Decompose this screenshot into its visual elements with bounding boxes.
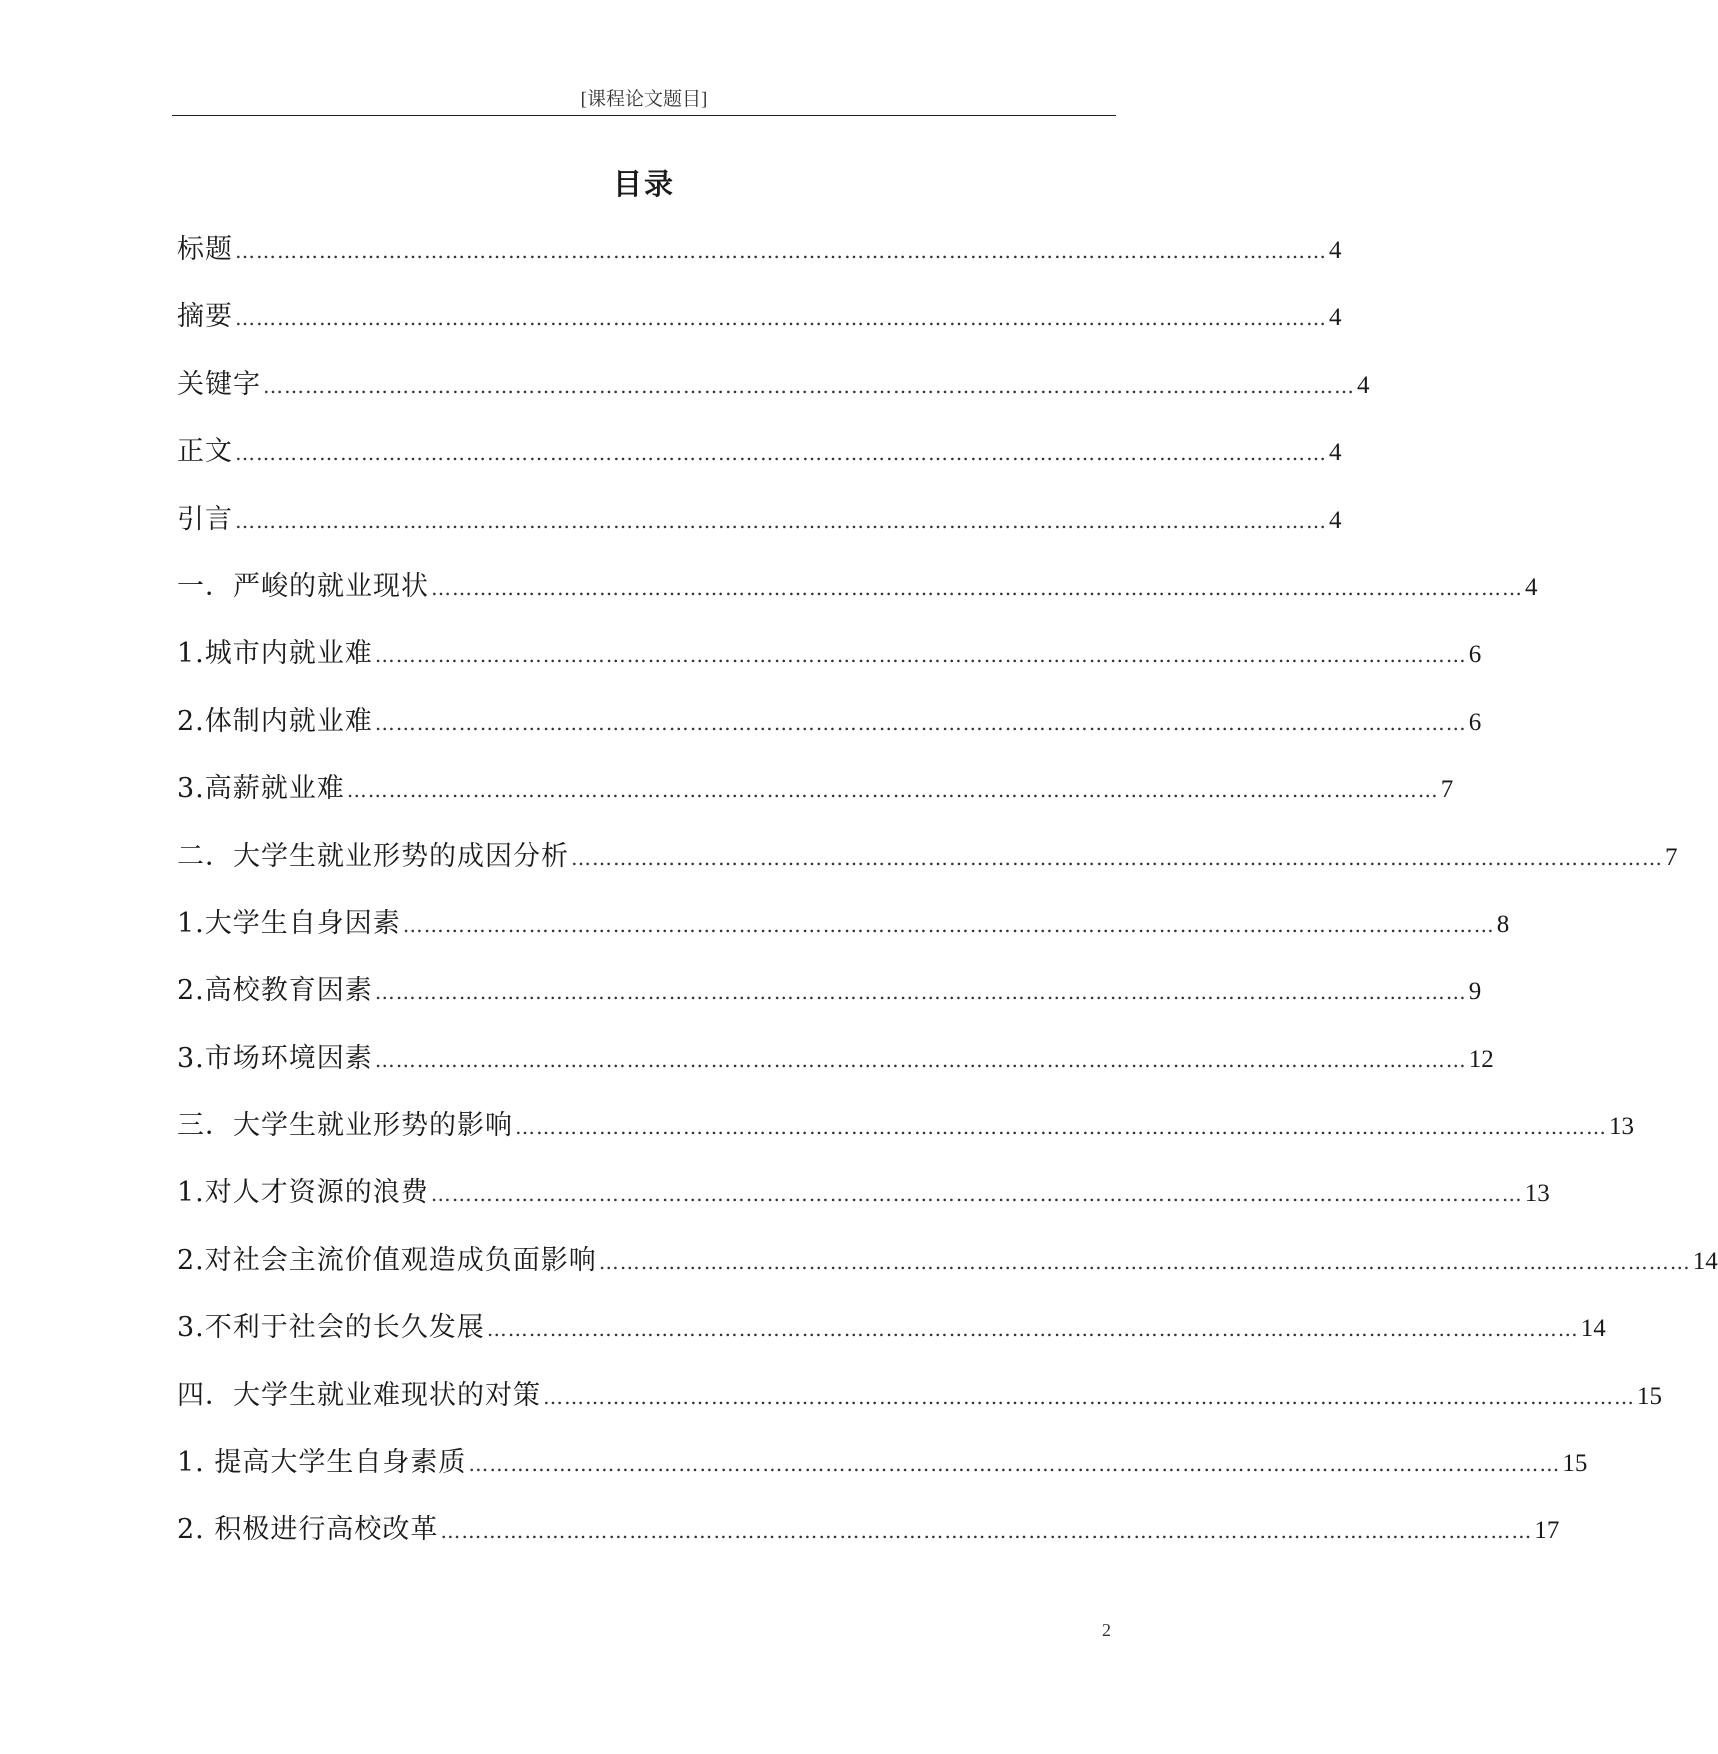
toc-entry-page: 15 (1562, 1450, 1588, 1478)
toc-entry-page: 4 (1329, 237, 1342, 264)
toc-entry[interactable] (177, 497, 1342, 564)
dot-leader: ………………………………………………………………………………………………………………………………………… (571, 845, 1663, 870)
toc-entry[interactable] (177, 631, 1482, 698)
table-of-contents (177, 227, 1718, 1575)
toc-entry-page: 15 (1637, 1382, 1662, 1410)
dot-leader: ………………………………………………………………………………………………………………………………………… (235, 239, 1327, 263)
toc-entry-label: 四．大学生就业难现状的对策 (177, 1379, 541, 1411)
toc-entry-label: 引言 (177, 503, 233, 535)
dot-leader: ………………………………………………………………………………………………………………………………………… (430, 1182, 1523, 1207)
dot-leader: ………………………………………………………………………………………………………………………………………… (431, 575, 1523, 600)
toc-entry[interactable] (177, 968, 1482, 1035)
dot-leader: ………………………………………………………………………………………………………………………………………… (346, 778, 1439, 803)
dot-leader: ………………………………………………………………………………………………………………………………………… (598, 1249, 1691, 1274)
toc-entry[interactable] (177, 1170, 1550, 1237)
toc-entry[interactable] (177, 1305, 1606, 1372)
toc-entry-page: 14 (1692, 1247, 1718, 1275)
dot-leader: ………………………………………………………………………………………………………………………………………… (263, 373, 1355, 398)
toc-entry-label: 1. 提高大学生自身素质 (177, 1447, 467, 1479)
toc-entry-label: 1.对人才资源的浪费 (177, 1177, 429, 1209)
toc-entry-label: 1.城市内就业难 (177, 638, 373, 670)
toc-entry[interactable] (177, 294, 1342, 361)
toc-entry[interactable] (177, 1507, 1560, 1574)
dot-leader: ………………………………………………………………………………………………………………………………………… (374, 643, 1467, 668)
toc-entry-page: 8 (1496, 910, 1510, 938)
toc-entry-page: 13 (1609, 1113, 1634, 1141)
toc-entry-page: 9 (1468, 978, 1482, 1006)
toc-entry-page: 6 (1468, 708, 1482, 736)
dot-leader: ………………………………………………………………………………………………………………………………………… (543, 1384, 1635, 1409)
toc-entry[interactable] (177, 1440, 1588, 1507)
dot-leader: ………………………………………………………………………………………………………………………………………… (468, 1452, 1561, 1477)
toc-entry[interactable] (177, 1036, 1494, 1103)
toc-entry-page: 13 (1524, 1180, 1550, 1208)
toc-entry[interactable] (177, 564, 1538, 631)
toc-entry-page: 4 (1525, 573, 1538, 601)
dot-leader: ………………………………………………………………………………………………………………………………………… (486, 1317, 1579, 1342)
toc-entry[interactable] (177, 1103, 1634, 1170)
dot-leader: ………………………………………………………………………………………………………………………………………… (440, 1519, 1533, 1544)
toc-entry[interactable] (177, 766, 1454, 833)
toc-entry-label: 3.高薪就业难 (177, 773, 345, 805)
toc-entry-page: 4 (1329, 304, 1342, 332)
toc-entry-page: 4 (1329, 506, 1342, 534)
toc-entry[interactable] (177, 227, 1342, 294)
toc-entry-page: 4 (1329, 439, 1342, 467)
toc-entry-label: 标题 (177, 234, 233, 265)
toc-entry-page: 12 (1468, 1045, 1494, 1073)
toc-entry-page: 6 (1468, 641, 1482, 669)
toc-entry[interactable] (177, 1373, 1662, 1440)
dot-leader: ………………………………………………………………………………………………………………………………………… (374, 980, 1467, 1005)
toc-entry-label: 正文 (177, 436, 233, 468)
toc-entry-label: 一．严峻的就业现状 (177, 570, 429, 602)
toc-entry-page: 7 (1665, 843, 1678, 871)
toc-entry-page: 17 (1534, 1517, 1560, 1545)
toc-entry-label: 2. 积极进行高校改革 (177, 1514, 439, 1546)
toc-entry[interactable] (177, 699, 1482, 766)
page-number: 2 (1102, 1620, 1111, 1640)
toc-title: 目录 (612, 167, 675, 201)
toc-entry-label: 关键字 (177, 368, 261, 400)
dot-leader: ………………………………………………………………………………………………………………………………………… (235, 508, 1327, 533)
toc-entry-page: 7 (1440, 776, 1454, 804)
toc-entry-label: 三．大学生就业形势的影响 (177, 1110, 513, 1142)
toc-entry-label: 摘要 (177, 301, 233, 333)
toc-entry-label: 二．大学生就业形势的成因分析 (177, 840, 569, 872)
toc-entry[interactable] (177, 362, 1370, 429)
dot-leader: ………………………………………………………………………………………………………………………………………… (515, 1115, 1607, 1140)
dot-leader: ………………………………………………………………………………………………………………………………………… (235, 306, 1327, 331)
toc-entry-page: 4 (1357, 371, 1370, 399)
toc-entry[interactable] (177, 834, 1678, 901)
dot-leader: ………………………………………………………………………………………………………………………………………… (374, 1047, 1467, 1072)
dot-leader: ………………………………………………………………………………………………………………………………………… (402, 912, 1495, 937)
toc-entry-label: 2.对社会主流价值观造成负面影响 (177, 1244, 597, 1276)
toc-entry[interactable] (177, 429, 1342, 496)
running-header: [课程论文题目] (580, 89, 708, 110)
dot-leader: ………………………………………………………………………………………………………………………………………… (235, 441, 1327, 466)
toc-entry-label: 3.市场环境因素 (177, 1042, 373, 1074)
dot-leader: ………………………………………………………………………………………………………………………………………… (374, 710, 1467, 735)
toc-entry-label: 3.不利于社会的长久发展 (177, 1312, 485, 1344)
header-divider (172, 115, 1116, 116)
toc-entry-label: 1.大学生自身因素 (177, 907, 401, 939)
toc-entry[interactable] (177, 901, 1510, 968)
toc-entry-page: 14 (1580, 1315, 1606, 1343)
toc-entry[interactable] (177, 1238, 1718, 1305)
toc-entry-label: 2.体制内就业难 (177, 705, 373, 737)
toc-entry-label: 2.高校教育因素 (177, 975, 373, 1007)
